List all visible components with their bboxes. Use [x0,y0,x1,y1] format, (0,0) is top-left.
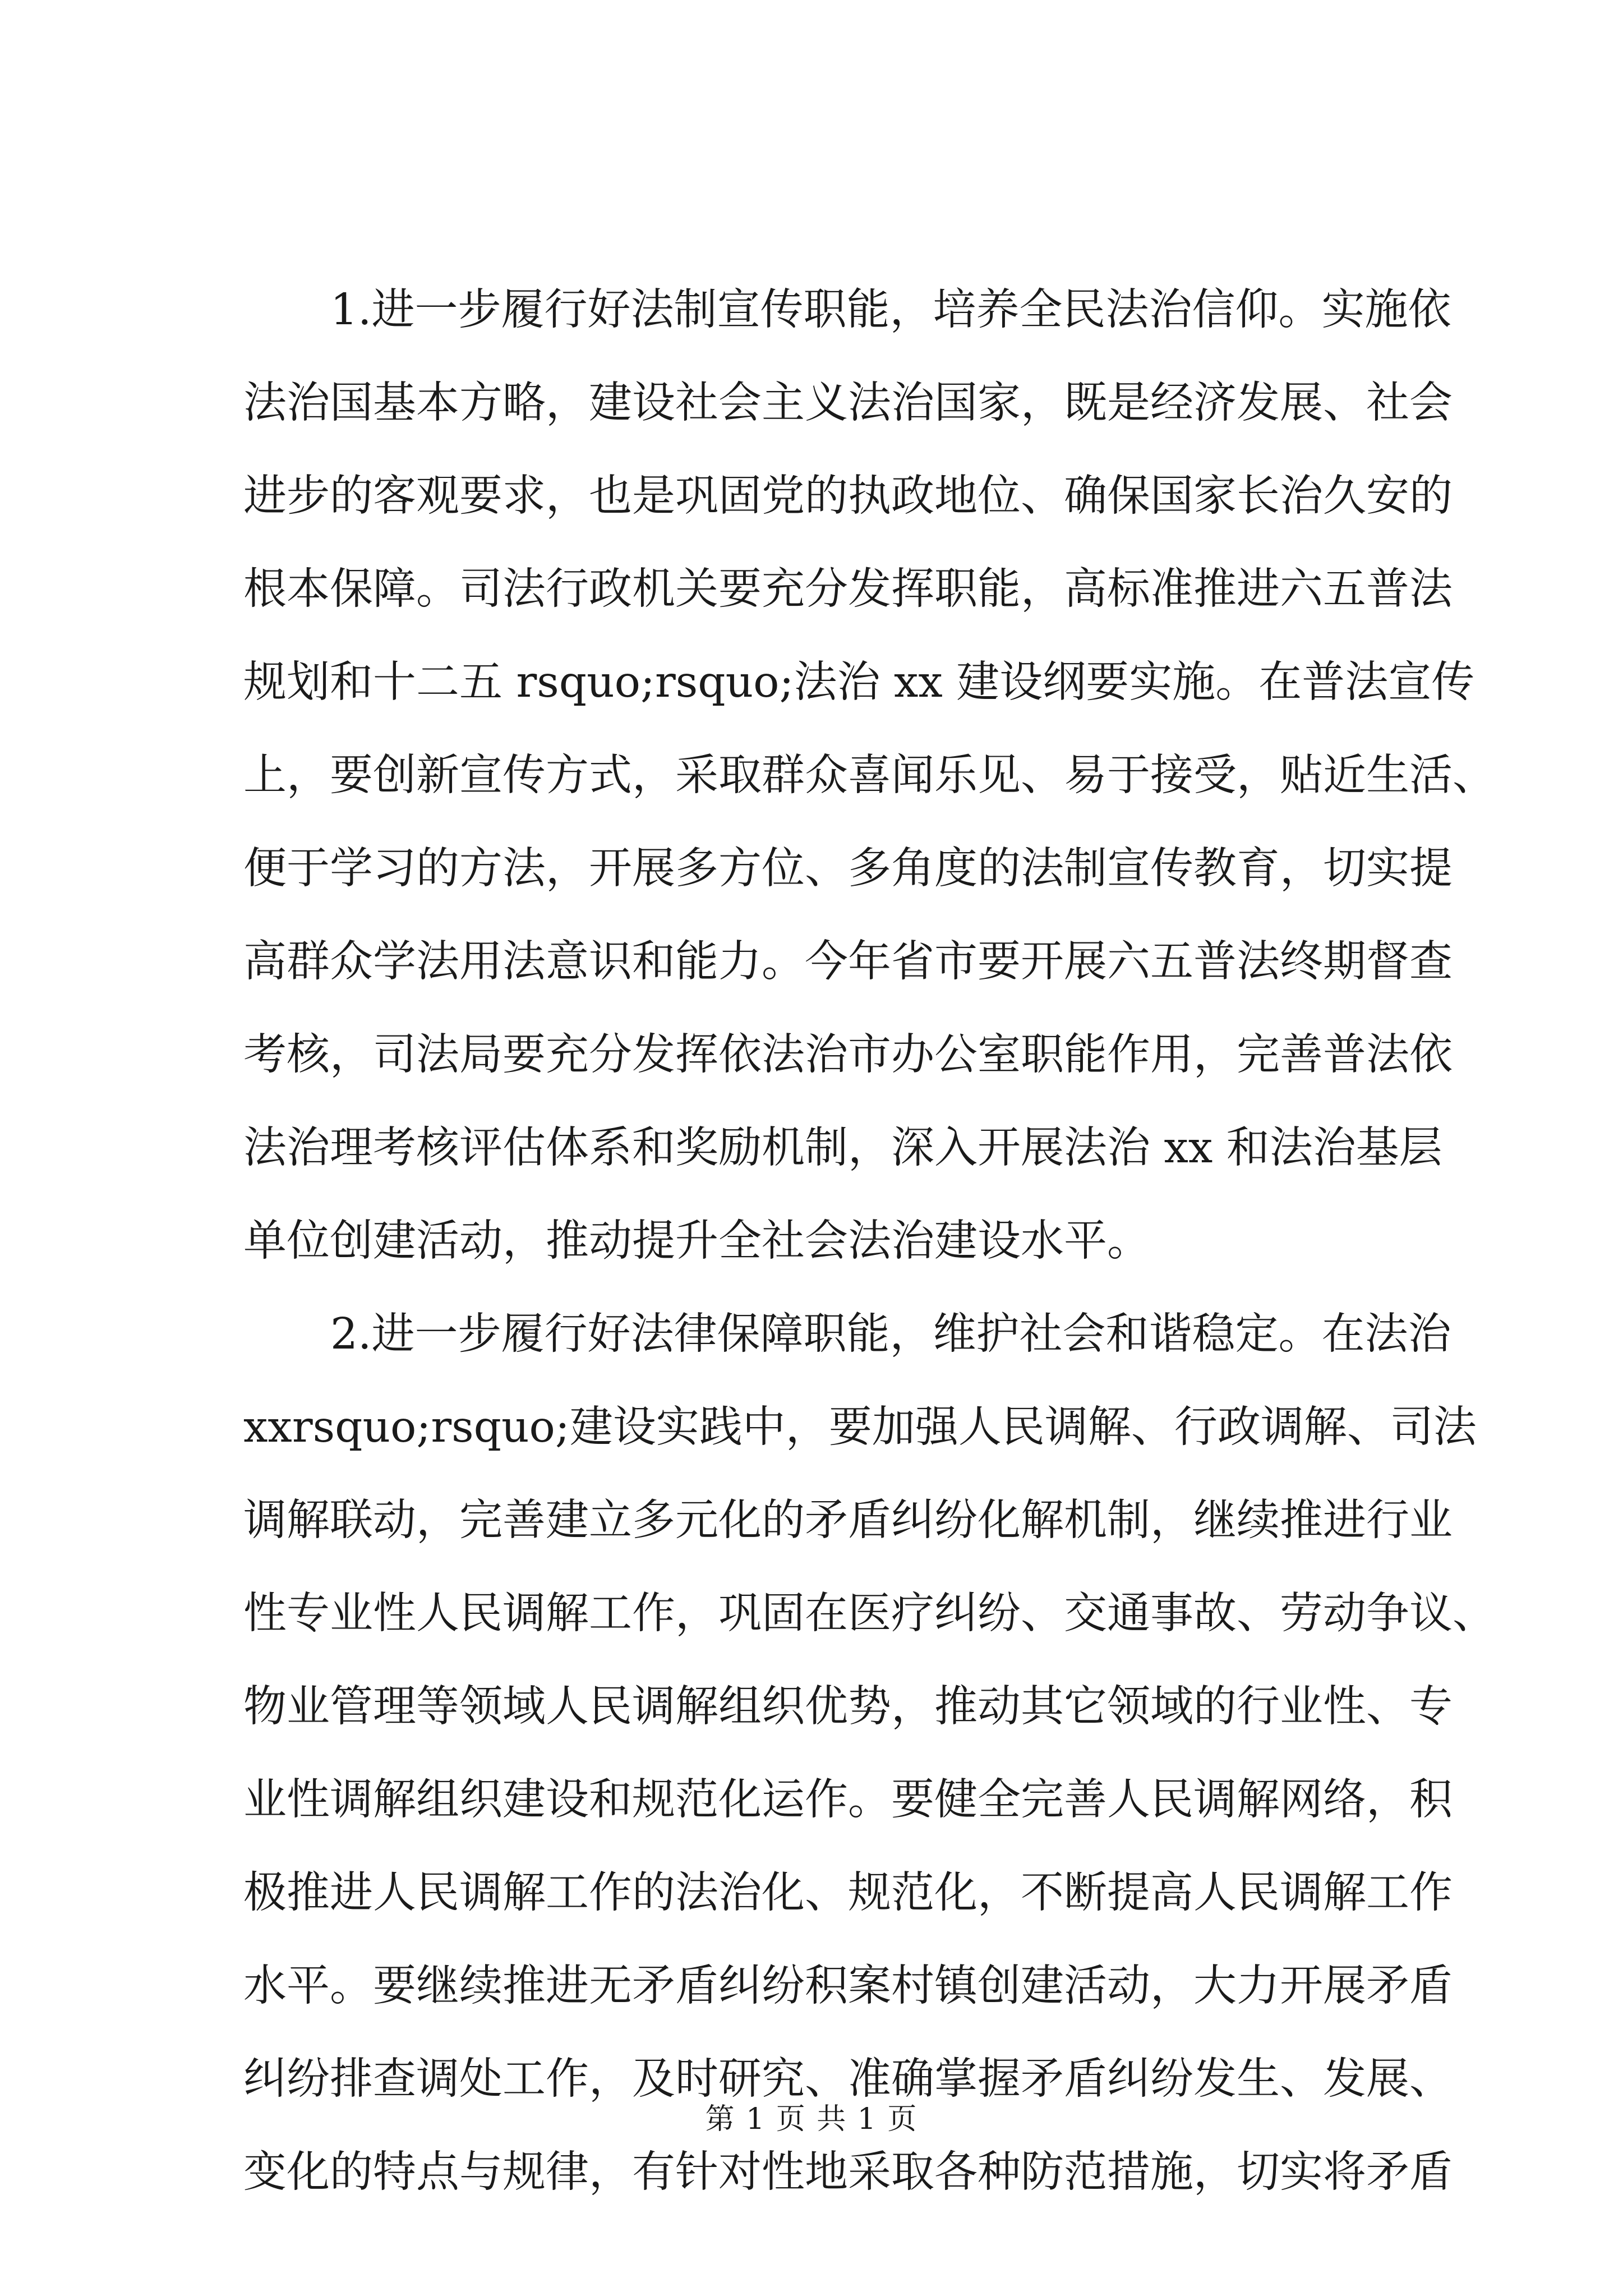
paragraph-1 [243,264,1496,1288]
paragraph-line: 考核，司法局要充分发挥依法治市办公室职能作用，完善普法依 [243,1030,1453,1080]
paragraph-line: 水平。要继续推进无矛盾纠纷积案村镇创建活动，大力开展矛盾 [243,1961,1453,2011]
paragraph-line: 性专业性人民调解工作，巩固在医疗纠纷、交通事故、劳动争议、 [243,1589,1496,1639]
paragraph-line: 单位创建活动，推动提升全社会法治建设水平。 [243,1216,1150,1266]
paragraph-line: xxrsquo;rsquo;建设实践中，要加强人民调解、行政调解、司法 [243,1402,1477,1452]
document-body [243,264,1496,2219]
paragraph-line: 业性调解组织建设和规范化运作。要健全完善人民调解网络，积 [243,1775,1453,1825]
paragraph-line: 根本保障。司法行政机关要充分发挥职能，高标准推进六五普法 [243,564,1453,614]
paragraph-line: 规划和十二五 rsquo;rsquo;法治 xx 建设纲要实施。在普法宣传 [243,657,1475,707]
paragraph-line: 法治国基本方略，建设社会主义法治国家，既是经济发展、社会 [243,378,1453,428]
paragraph-line: 便于学习的方法，开展多方位、多角度的法制宣传教育，切实提 [243,844,1453,894]
paragraph-line: 法治理考核评估体系和奖励机制，深入开展法治 xx 和法治基层 [243,1123,1442,1173]
paragraph-line: 物业管理等领域人民调解组织优势，推动其它领域的行业性、专 [243,1682,1453,1732]
paragraph-line: 调解联动，完善建立多元化的矛盾纠纷化解机制，继续推进行业 [243,1496,1453,1545]
paragraph-line: 2.进一步履行好法律保障职能，维护社会和谐稳定。在法治 [330,1309,1451,1359]
page-footer [0,2095,1623,2137]
paragraph-line: 纠纷排查调处工作，及时研究、准确掌握矛盾纠纷发生、发展、 [243,2054,1453,2104]
page-number-label: 第 1 页 共 1 页 [705,2102,918,2136]
paragraph-line: 进步的客观要求，也是巩固党的执政地位、确保国家长治久安的 [243,471,1453,521]
paragraph-line: 极推进人民调解工作的法治化、规范化，不断提高人民调解工作 [243,1868,1453,1918]
paragraph-line: 高群众学法用法意识和能力。今年省市要开展六五普法终期督查 [243,937,1453,987]
paragraph-line: 上，要创新宣传方式，采取群众喜闻乐见、易于接受，贴近生活、 [243,751,1496,800]
paragraph-line: 变化的特点与规律，有针对性地采取各种防范措施，切实将矛盾 [243,2147,1453,2197]
paragraph-line: 1.进一步履行好法制宣传职能，培养全民法治信仰。实施依 [330,285,1451,335]
paragraph-2 [243,1288,1496,2219]
